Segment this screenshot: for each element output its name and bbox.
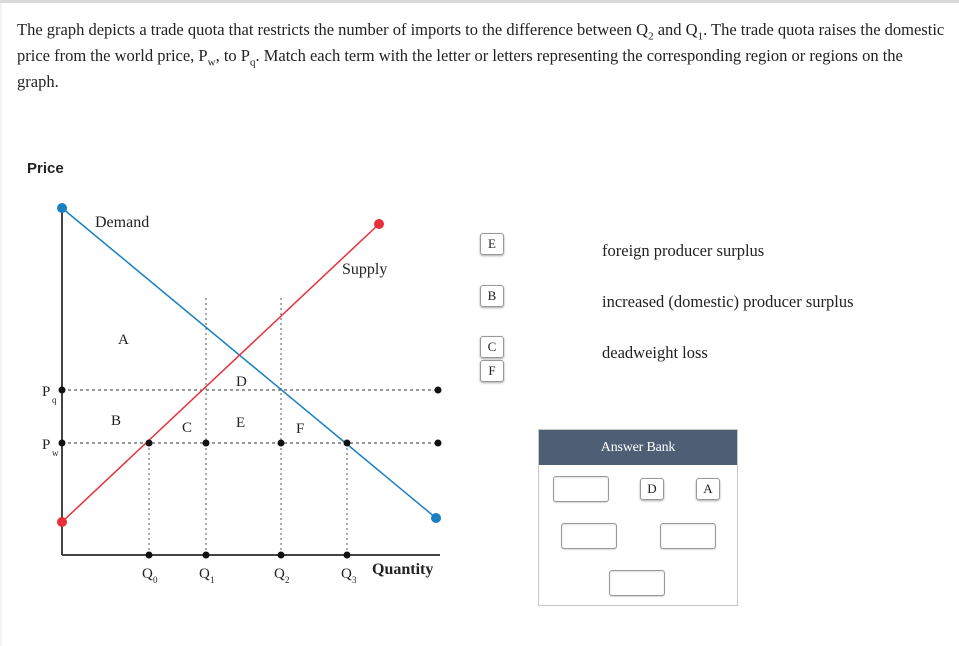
q0-subscript: 0 — [153, 575, 158, 585]
empty-slot[interactable] — [553, 476, 609, 502]
q3-label: Q — [341, 566, 352, 582]
empty-slot[interactable] — [660, 523, 716, 549]
q1-axis-point — [203, 552, 210, 559]
pw-end-point — [435, 440, 442, 447]
pw-label: P — [42, 437, 51, 453]
supply-end-point[interactable] — [374, 219, 384, 229]
price-axis-label: Price — [27, 160, 64, 177]
question-page — [2, 3, 959, 646]
q1-subscript: 1 — [210, 575, 215, 585]
demand-label: Demand — [95, 214, 150, 231]
pw-subscript: w — [52, 448, 59, 458]
region-c-label: C — [182, 420, 193, 436]
region-f-label: F — [296, 421, 305, 437]
question-text: The graph depicts a trade quota that restricts the number of imports to the difference between $Q_2$ and $Q_1$. The trade quota raises the domestic price from the world price, $P_w$, to $P_q$. Match each term with the letter or letters representing the corresponding region or regions on the graph. — [17, 20, 945, 91]
bank-tile-d[interactable]: D — [640, 478, 664, 500]
q2-subscript: 2 — [285, 575, 290, 585]
bank-tile-a[interactable]: A — [696, 478, 720, 500]
q1-label: Q — [199, 566, 210, 582]
pq-end-point — [435, 387, 442, 394]
region-d-label: D — [236, 374, 247, 390]
pq-label: P — [42, 384, 51, 400]
q3-axis-point — [344, 552, 351, 559]
trade-quota-graph — [2, 3, 959, 646]
demand-start-point[interactable] — [57, 203, 67, 213]
region-a-label: A — [118, 332, 129, 348]
empty-slot[interactable] — [609, 570, 665, 596]
q0-axis-point — [146, 552, 153, 559]
term-deadweight-loss: deadweight loss — [602, 343, 708, 362]
supply-label: Supply — [342, 261, 388, 278]
supply-start-point[interactable] — [57, 517, 67, 527]
empty-slot[interactable] — [561, 523, 617, 549]
placed-tile-e[interactable]: E — [480, 233, 504, 255]
pq-subscript: q — [52, 395, 57, 405]
demand-end-point[interactable] — [431, 513, 441, 523]
q2-label: Q — [274, 566, 285, 582]
supply-pw-point — [146, 440, 153, 447]
placed-tile-f[interactable]: F — [480, 360, 504, 382]
term-foreign-producer-surplus: foreign producer surplus — [602, 241, 765, 260]
q2-pw-point — [278, 440, 285, 447]
q1-pw-point — [203, 440, 210, 447]
demand-pw-point — [344, 440, 351, 447]
region-e-label: E — [236, 415, 246, 431]
q2-axis-point — [278, 552, 285, 559]
answer-bank — [538, 429, 738, 606]
supply-curve — [62, 224, 379, 522]
pw-axis-point — [59, 440, 66, 447]
placed-tile-b[interactable]: B — [480, 285, 504, 307]
q0-label: Q — [142, 566, 153, 582]
answer-bank-title: Answer Bank — [539, 430, 737, 465]
region-b-label: B — [111, 413, 122, 429]
q3-subscript: 3 — [352, 575, 357, 585]
quantity-axis-label: Quantity — [372, 561, 434, 578]
pq-axis-point — [59, 387, 66, 394]
demand-curve — [62, 208, 436, 518]
placed-tile-c[interactable]: C — [480, 336, 504, 358]
term-increased-producer-surplus: increased (domestic) producer surplus — [602, 292, 854, 311]
